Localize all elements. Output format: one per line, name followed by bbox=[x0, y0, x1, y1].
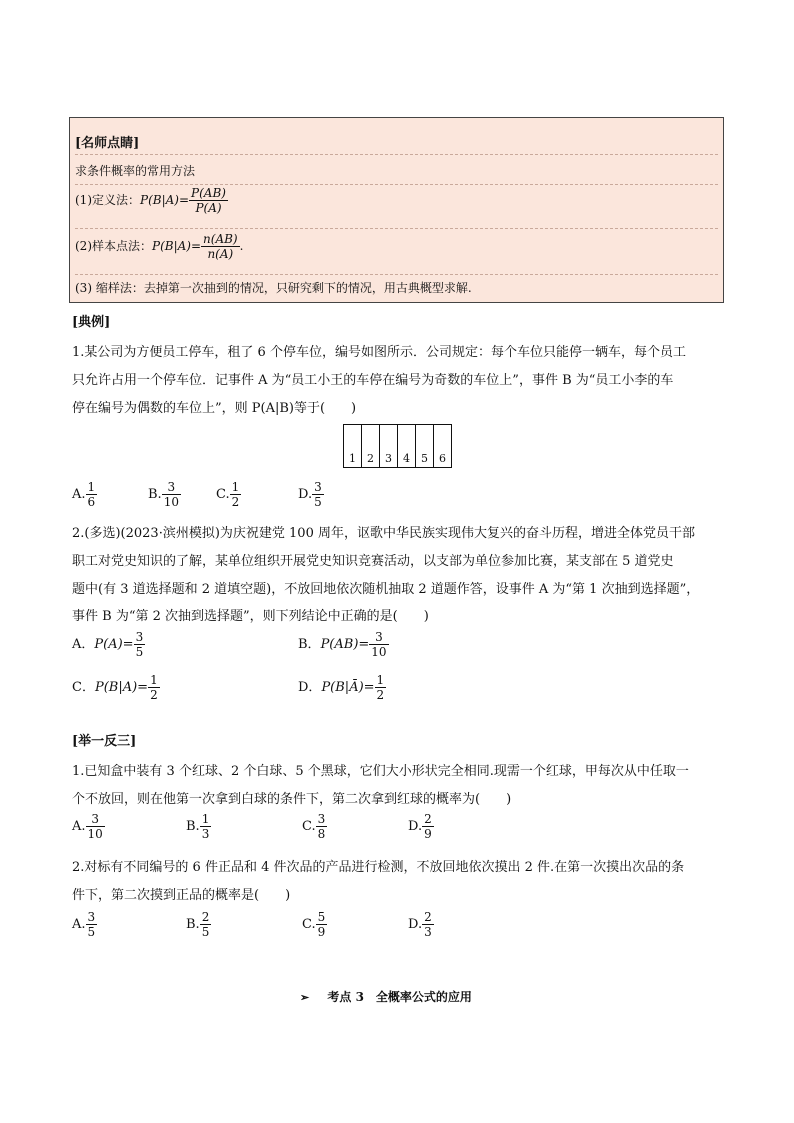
fraction: $\frac{5}{9}$ bbox=[317, 910, 326, 939]
p2-line-2: 件下，第二次摸到正品的概率是( ) bbox=[72, 888, 291, 903]
example-heading: [典例] bbox=[72, 315, 111, 330]
fraction: $\frac{3}{5}$ bbox=[87, 910, 96, 939]
fraction: $\frac{3}{10}$ bbox=[163, 480, 179, 509]
q2-option-d: D．P(B|Ā)= $\frac{1}{2}$ bbox=[298, 673, 385, 702]
practice-heading: [举一反三] bbox=[72, 734, 137, 749]
p1-option-b: B. $\frac{1}{3}$ bbox=[186, 812, 210, 841]
divider bbox=[75, 228, 718, 229]
q2-line-4: 事件 B 为“第 2 次抽到选择题”，则下列结论中正确的是( ) bbox=[72, 609, 429, 624]
fraction: $\frac{1}{2}$ bbox=[150, 673, 158, 702]
fraction: $\frac{3}{10}$ bbox=[371, 630, 387, 659]
p2-option-d: D. $\frac{2}{3}$ bbox=[408, 910, 432, 939]
parking-slot: 2 bbox=[362, 425, 380, 467]
p2-option-a: A. $\frac{3}{5}$ bbox=[72, 910, 96, 939]
fraction: $\frac{3}{5}$ bbox=[314, 480, 322, 509]
divider bbox=[75, 274, 718, 275]
p2-line-1: 2.对标有不同编号的 6 件正品和 4 件次品的产品进行检测，不放回地依次摸出 2 件.在第一次摸出次品的条 bbox=[72, 860, 685, 875]
tip-box bbox=[69, 117, 724, 303]
fraction: $\frac{3}{8}$ bbox=[317, 812, 326, 841]
divider bbox=[75, 184, 718, 185]
parking-slot: 4 bbox=[398, 425, 416, 467]
parking-slot: 6 bbox=[439, 452, 446, 465]
q2-line-2: 职工对党史知识的了解，某单位组织开展党史知识竞赛活动，以支部为单位参加比赛，某支部在 5 道党史 bbox=[72, 554, 674, 569]
p2-option-c: C. $\frac{5}{9}$ bbox=[302, 910, 326, 939]
fraction: $\frac{2}{3}$ bbox=[424, 910, 432, 939]
p2-option-b: B. $\frac{2}{5}$ bbox=[186, 910, 210, 939]
section-title: 考点 3 全概率公式的应用 bbox=[327, 990, 472, 1004]
q1-option-c: C. $\frac{1}{2}$ bbox=[216, 480, 240, 509]
p1-option-d: D. $\frac{2}{9}$ bbox=[408, 812, 432, 841]
tip-line-3: (2)样本点法：P(B|A)= $\frac{n(AB)}{n(A)}$ . bbox=[75, 232, 244, 261]
fraction: $\frac{2}{9}$ bbox=[424, 812, 432, 841]
fraction: $\frac{3}{5}$ bbox=[135, 630, 144, 659]
parking-slot: 3 bbox=[380, 425, 398, 467]
q1-line-3: 停在编号为偶数的车位上”，则 P(A|B)等于( ) bbox=[72, 401, 357, 416]
tip-title: [名师点睛] bbox=[75, 136, 140, 151]
tip-line-2: (1)定义法：P(B|A)= $\frac{P(AB)}{P(A)}$ bbox=[75, 186, 226, 215]
q1-line-1: 1.某公司为方便员工停车，租了 6 个停车位，编号如图所示．公司规定：每个车位只能停一辆车，每个员工 bbox=[72, 345, 686, 360]
fraction: $\frac{2}{5}$ bbox=[201, 910, 210, 939]
q2-option-a: A．P(A)= $\frac{3}{5}$ bbox=[72, 630, 144, 659]
tip-fraction: $\frac{n(AB)}{n(A)}$ bbox=[203, 232, 238, 261]
q2-option-b: B．P(AB)= $\frac{3}{10}$ bbox=[298, 630, 387, 659]
tip-line-1: 求条件概率的常用方法 bbox=[75, 164, 196, 178]
arrowhead-icon: ➢ bbox=[300, 991, 310, 1004]
fraction: $\frac{1}{6}$ bbox=[87, 480, 96, 509]
parking-diagram bbox=[343, 424, 452, 468]
tip-line-4: (3) 缩样法：去掉第一次抽到的情况，只研究剩下的情况，用古典概型求解. bbox=[75, 281, 472, 295]
q1-option-a: A. $\frac{1}{6}$ bbox=[72, 480, 96, 509]
q1-line-2: 只允许占用一个停车位．记事件 A 为“员工小王的车停在编号为奇数的车位上”，事件 B 为“员工小李的车 bbox=[72, 373, 674, 388]
section-heading bbox=[300, 988, 472, 1005]
q2-line-1: 2.(多选)(2023·滨州模拟)为庆祝建党 100 周年，讴歌中华民族实现伟大复兴的奋斗历程，增进全体党员干部 bbox=[72, 526, 695, 541]
q2-line-3: 题中(有 3 道选择题和 2 道填空题)，不放回地依次随机抽取 2 道题作答，设事件 A 为“第 1 次抽到选择题”， bbox=[72, 582, 700, 597]
divider bbox=[75, 154, 718, 155]
fraction: $\frac{3}{10}$ bbox=[87, 812, 103, 841]
q1-option-d: D. $\frac{3}{5}$ bbox=[298, 480, 322, 509]
fraction: $\frac{1}{2}$ bbox=[231, 480, 240, 509]
p1-line-1: 1.已知盒中装有 3 个红球、2 个白球、5 个黑球，它们大小形状完全相同.现需一个红球，甲每次从中任取一 bbox=[72, 764, 689, 779]
tip-fraction: $\frac{P(AB)}{P(A)}$ bbox=[191, 186, 226, 215]
q1-option-b: B. $\frac{3}{10}$ bbox=[148, 480, 179, 509]
p1-option-c: C. $\frac{3}{8}$ bbox=[302, 812, 326, 841]
parking-slot: 1 bbox=[344, 425, 362, 467]
fraction: $\frac{1}{3}$ bbox=[201, 812, 210, 841]
p1-option-a: A. $\frac{3}{10}$ bbox=[72, 812, 103, 841]
fraction: $\frac{1}{2}$ bbox=[376, 673, 385, 702]
q2-option-c: C．P(B|A)= $\frac{1}{2}$ bbox=[72, 673, 158, 702]
p1-line-2: 个不放回，则在他第一次拿到白球的条件下，第二次拿到红球的概率为( ) bbox=[72, 792, 512, 807]
parking-slot: 5 bbox=[416, 425, 434, 467]
